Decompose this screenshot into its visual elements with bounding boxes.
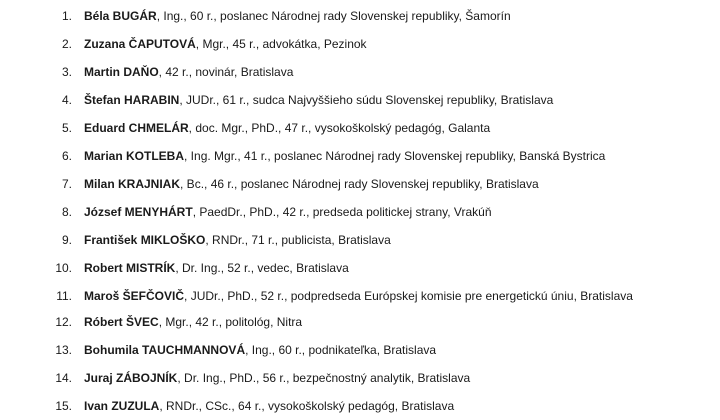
candidate-details: , RNDr., CSc., 64 r., vysokoškolský pedagóg, Bratislava [159, 399, 455, 413]
candidate-name: József MENYHÁRT [84, 205, 193, 219]
item-entry [84, 286, 633, 306]
candidate-name: František MIKLOŠKO [84, 233, 206, 247]
item-entry [84, 230, 391, 250]
item-number: 9. [61, 233, 72, 247]
candidate-details: , Mgr., 45 r., advokátka, Pezinok [195, 37, 367, 51]
item-entry [84, 90, 553, 110]
candidate-name: Róbert ŠVEC [84, 315, 159, 329]
candidate-details: , JUDr., PhD., 52 r., podpredseda Európskej komisie pre energetickú úniu, Bratislava [184, 289, 633, 303]
item-number: 14. [55, 371, 72, 385]
candidate-name: Štefan HARABIN [84, 93, 180, 107]
item-number: 12. [55, 315, 72, 329]
candidate-details: , Bc., 46 r., poslanec Národnej rady Slovenskej republiky, Bratislava [180, 177, 539, 191]
item-number: 3. [61, 65, 72, 79]
item-number: 11. [56, 289, 72, 303]
candidate-details: , Mgr., 42 r., politológ, Nitra [158, 315, 303, 329]
candidate-name: Bohumila TAUCHMANNOVÁ [84, 343, 246, 357]
item-number: 15. [55, 399, 72, 413]
candidate-details: , PaedDr., PhD., 42 r., predseda politickej strany, Vrakúň [192, 205, 492, 219]
candidate-details: , Dr. Ing., PhD., 56 r., bezpečnostný analytik, Bratislava [177, 371, 471, 385]
item-entry [84, 396, 454, 416]
item-entry [84, 6, 511, 26]
item-number: 1. [61, 9, 72, 23]
item-number: 10. [55, 261, 72, 275]
item-entry [84, 34, 367, 54]
candidate-name: Maroš ŠEFČOVIČ [84, 289, 185, 303]
candidate-name: Milan KRAJNIAK [84, 177, 181, 191]
candidate-details: , Ing. Mgr., 41 r., poslanec Národnej rady Slovenskej republiky, Banská Bystrica [184, 149, 606, 163]
candidate-details: , doc. Mgr., PhD., 47 r., vysokoškolský pedagóg, Galanta [188, 121, 491, 135]
item-number: 6. [61, 149, 72, 163]
candidate-name: Robert MISTRÍK [84, 261, 176, 275]
item-entry [84, 368, 470, 388]
candidate-name: Ivan ZUZULA [84, 399, 160, 413]
candidate-details: , 42 r., novinár, Bratislava [158, 65, 294, 79]
item-number: 2. [61, 37, 72, 51]
item-number: 4. [61, 93, 72, 107]
candidate-details: , RNDr., 71 r., publicista, Bratislava [205, 233, 391, 247]
item-entry [84, 174, 539, 194]
item-entry [84, 118, 490, 138]
candidate-details: , Dr. Ing., 52 r., vedec, Bratislava [175, 261, 349, 275]
candidate-name: Eduard CHMELÁR [84, 121, 189, 135]
item-number: 13. [55, 343, 72, 357]
candidate-details: , JUDr., 61 r., sudca Najvyššieho súdu Slovenskej republiky, Bratislava [179, 93, 554, 107]
item-entry [84, 146, 605, 166]
item-number: 7. [61, 177, 72, 191]
item-entry [84, 202, 492, 222]
item-number: 8. [61, 205, 72, 219]
candidate-name: Juraj ZÁBOJNÍK [84, 371, 178, 385]
item-number: 5. [61, 121, 72, 135]
candidate-name: Zuzana ČAPUTOVÁ [84, 37, 196, 51]
candidate-name: Martin DAŇO [84, 65, 159, 79]
candidate-name: Marian KOTLEBA [84, 149, 185, 163]
candidate-name: Béla BUGÁR [84, 9, 157, 23]
item-entry [84, 258, 349, 278]
candidate-details: , Ing., 60 r., poslanec Národnej rady Slovenskej republiky, Šamorín [156, 9, 511, 23]
candidate-details: , Ing., 60 r., podnikateľka, Bratislava [245, 343, 437, 357]
item-entry [84, 340, 436, 360]
item-entry [84, 62, 293, 82]
item-entry [84, 312, 302, 332]
